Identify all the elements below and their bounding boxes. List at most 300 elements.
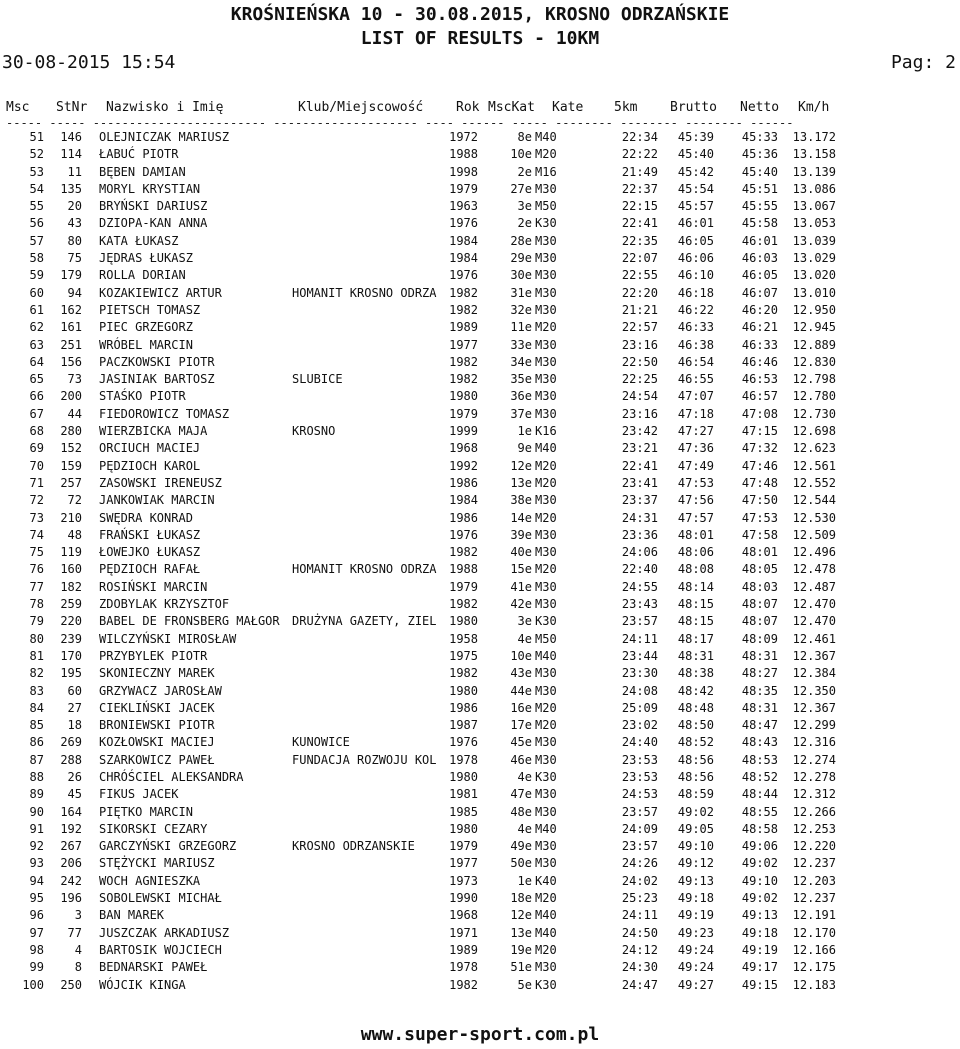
cell-kate: M50 [535,199,557,214]
cell-stnr: 27 [67,700,82,715]
cell-name: KOZAKIEWICZ ARTUR [99,285,222,300]
cell-msk: 41e [510,579,532,594]
table-row [0,631,960,648]
document-title: KROŚNIEŃSKA 10 - 30.08.2015, KROSNO ODRZAŃSKIE [230,4,730,25]
cell-name: JĘDRAS ŁUKASZ [99,251,193,266]
cell-kmh: 12.237 [792,856,836,871]
table-row [0,804,960,821]
cell-msc: 92 [29,839,44,854]
cell-kmh: 12.530 [792,510,836,525]
cell-msc: 97 [29,925,44,940]
cell-kate: M30 [535,579,557,594]
table-row [0,734,960,751]
cell-br: 49:24 [677,942,714,957]
table-row [0,648,960,665]
cell-msk: 45e [510,735,532,750]
cell-msc: 75 [29,545,44,560]
cell-msc: 84 [29,700,44,715]
cell-rok: 1989 [449,942,478,957]
cell-stnr: 8 [74,960,82,975]
cell-stnr: 80 [67,233,82,248]
cell-name: OLEJNICZAK MARIUSZ [99,130,230,144]
cell-rok: 1980 [449,389,478,404]
cell-kmh: 13.139 [792,164,836,179]
cell-nt: 46:33 [741,337,778,352]
cell-msc: 66 [29,389,44,404]
cell-msk: 15e [510,562,532,577]
cell-stnr: 161 [60,320,82,335]
cell-rok: 1980 [449,683,478,698]
cell-stnr: 269 [60,735,82,750]
table-row [0,337,960,354]
cell-msk: 27e [510,181,532,196]
cell-stnr: 251 [60,337,82,352]
cell-kate: M30 [535,839,557,854]
cell-br: 46:10 [677,268,714,283]
cell-rok: 1982 [449,977,478,992]
cell-msk: 13e [510,925,532,940]
cell-name: KATA ŁUKASZ [99,233,179,248]
col-header-5km: 5km [614,100,638,115]
table-row [0,129,960,146]
cell-k5: 23:16 [621,337,658,352]
cell-nt: 46:07 [741,285,778,300]
cell-msc: 81 [29,648,44,663]
document-subtitle: LIST OF RESULTS - 10KM [360,28,600,49]
cell-msk: 1e [517,873,532,888]
cell-nt: 48:52 [741,769,778,784]
table-row [0,665,960,682]
cell-stnr: 280 [60,424,82,439]
cell-rok: 1981 [449,787,478,802]
col-header-msc: Msc [6,100,30,115]
cell-rok: 1984 [449,251,478,266]
cell-rok: 1982 [449,545,478,560]
cell-rok: 1976 [449,527,478,542]
cell-msc: 98 [29,942,44,957]
cell-msk: 12e [510,908,532,923]
cell-kate: K40 [535,873,557,888]
cell-msc: 95 [29,891,44,906]
cell-msc: 65 [29,372,44,387]
table-row [0,215,960,232]
cell-stnr: 179 [60,268,82,283]
results-table [0,98,960,994]
col-header-kmh: Km/h [798,100,830,115]
cell-stnr: 3 [74,908,82,923]
cell-kmh: 12.191 [792,908,836,923]
cell-msc: 56 [29,216,44,231]
cell-msc: 94 [29,873,44,888]
print-datetime: 30-08-2015 15:54 [2,52,176,73]
cell-br: 46:22 [677,302,714,317]
cell-msk: 2e [517,216,532,231]
cell-kate: M20 [535,510,557,525]
cell-stnr: 259 [60,597,82,612]
cell-br: 46:33 [677,320,714,335]
cell-kate: K16 [535,424,557,439]
cell-kmh: 12.170 [792,925,836,940]
cell-msk: 13e [510,475,532,490]
cell-kmh: 12.798 [792,372,836,387]
cell-nt: 45:51 [741,181,778,196]
cell-stnr: 195 [60,666,82,681]
cell-msk: 11e [510,320,532,335]
cell-name: BEDNARSKI PAWEŁ [99,960,208,975]
cell-msk: 38e [510,493,532,508]
cell-k5: 23:16 [621,406,658,421]
cell-stnr: 75 [67,251,82,266]
cell-k5: 24:08 [621,683,658,698]
cell-stnr: 146 [60,130,82,144]
cell-kmh: 13.067 [792,199,836,214]
cell-msk: 40e [510,545,532,560]
cell-kmh: 12.183 [792,977,836,992]
cell-nt: 47:58 [741,527,778,542]
cell-kmh: 12.220 [792,839,836,854]
table-row [0,440,960,457]
cell-br: 48:08 [677,562,714,577]
cell-rok: 1972 [449,130,478,144]
cell-br: 45:42 [677,164,714,179]
cell-msk: 42e [510,597,532,612]
cell-nt: 48:43 [741,735,778,750]
cell-msc: 62 [29,320,44,335]
cell-msc: 78 [29,597,44,612]
cell-stnr: 250 [60,977,82,992]
cell-br: 45:57 [677,199,714,214]
table-row [0,354,960,371]
cell-k5: 23:53 [621,769,658,784]
table-row [0,146,960,163]
cell-msc: 80 [29,631,44,646]
table-row [0,267,960,284]
cell-kmh: 12.266 [792,804,836,819]
cell-name: FIEDOROWICZ TOMASZ [99,406,230,421]
cell-msc: 70 [29,458,44,473]
cell-msc: 68 [29,424,44,439]
cell-k5: 22:15 [621,199,658,214]
table-row [0,786,960,803]
cell-br: 48:14 [677,579,714,594]
cell-msc: 88 [29,769,44,784]
cell-msc: 61 [29,302,44,317]
cell-kate: M30 [535,337,557,352]
cell-br: 48:56 [677,769,714,784]
cell-kmh: 13.020 [792,268,836,283]
cell-stnr: 206 [60,856,82,871]
cell-nt: 48:03 [741,579,778,594]
cell-name: ŁOWEJKO ŁUKASZ [99,545,201,560]
cell-k5: 22:57 [621,320,658,335]
cell-stnr: 44 [67,406,82,421]
cell-msk: 8e [517,130,532,144]
cell-stnr: 114 [60,147,82,162]
cell-msk: 4e [517,821,532,836]
cell-rok: 1980 [449,821,478,836]
cell-stnr: 43 [67,216,82,231]
cell-nt: 49:02 [741,891,778,906]
cell-msk: 4e [517,631,532,646]
cell-kmh: 12.561 [792,458,836,473]
col-header-club: Klub/Miejscowość [298,100,424,115]
cell-kmh: 12.552 [792,475,836,490]
cell-kate: M30 [535,545,557,560]
table-row [0,596,960,613]
cell-rok: 1976 [449,216,478,231]
cell-club: SLUBICE [292,372,343,387]
cell-msk: 31e [510,285,532,300]
dash-line: ----- ----- ------------------------ -------------------- ---- ------ ----- -------- -------- -------- ------ [6,116,794,130]
col-header-name: Nazwisko i Imię [106,100,224,115]
cell-k5: 22:35 [621,233,658,248]
table-row [0,769,960,786]
cell-k5: 24:26 [621,856,658,871]
cell-k5: 21:21 [621,302,658,317]
cell-msc: 91 [29,821,44,836]
cell-k5: 23:43 [621,597,658,612]
cell-nt: 45:36 [741,147,778,162]
cell-kate: M20 [535,320,557,335]
cell-nt: 45:55 [741,199,778,214]
cell-msk: 51e [510,960,532,975]
cell-k5: 23:57 [621,839,658,854]
cell-k5: 22:22 [621,147,658,162]
cell-kate: M30 [535,302,557,317]
cell-nt: 47:48 [741,475,778,490]
header-separator [0,117,960,129]
cell-kate: M30 [535,268,557,283]
cell-br: 49:05 [677,821,714,836]
cell-rok: 1958 [449,631,478,646]
table-row [0,613,960,630]
cell-kate: K30 [535,769,557,784]
cell-msc: 79 [29,614,44,629]
cell-k5: 23:02 [621,718,658,733]
col-header-stnr: StNr [56,100,88,115]
cell-msk: 17e [510,718,532,733]
table-row [0,752,960,769]
cell-nt: 47:50 [741,493,778,508]
cell-rok: 1979 [449,181,478,196]
cell-name: WIERZBICKA MAJA [99,424,208,439]
cell-k5: 25:23 [621,891,658,906]
cell-msk: 9e [517,441,532,456]
cell-kmh: 12.299 [792,718,836,733]
cell-name: WÓJCIK KINGA [99,977,186,992]
cell-br: 49:18 [677,891,714,906]
cell-rok: 1999 [449,424,478,439]
cell-msc: 59 [29,268,44,283]
cell-stnr: 94 [67,285,82,300]
cell-msk: 3e [517,614,532,629]
cell-nt: 46:46 [741,354,778,369]
cell-rok: 1976 [449,735,478,750]
cell-rok: 1984 [449,493,478,508]
table-row [0,181,960,198]
cell-kmh: 12.830 [792,354,836,369]
cell-msk: 28e [510,233,532,248]
cell-kmh: 12.166 [792,942,836,957]
cell-rok: 1982 [449,372,478,387]
cell-rok: 1968 [449,441,478,456]
cell-nt: 48:09 [741,631,778,646]
cell-name: ROLLA DORIAN [99,268,186,283]
cell-br: 48:15 [677,614,714,629]
cell-nt: 46:21 [741,320,778,335]
cell-stnr: 73 [67,372,82,387]
cell-nt: 46:01 [741,233,778,248]
cell-k5: 23:37 [621,493,658,508]
cell-kate: M30 [535,752,557,767]
cell-name: BĘBEN DAMIAN [99,164,186,179]
cell-kate: M20 [535,562,557,577]
cell-msc: 93 [29,856,44,871]
cell-br: 49:10 [677,839,714,854]
cell-k5: 23:30 [621,666,658,681]
table-row [0,579,960,596]
cell-nt: 48:58 [741,821,778,836]
cell-nt: 47:32 [741,441,778,456]
cell-kate: M20 [535,475,557,490]
cell-msc: 55 [29,199,44,214]
cell-name: ZDOBYLAK KRZYSZTOF [99,597,230,612]
cell-stnr: 200 [60,389,82,404]
cell-nt: 46:57 [741,389,778,404]
cell-k5: 22:41 [621,458,658,473]
cell-kate: M40 [535,908,557,923]
cell-kate: M30 [535,354,557,369]
cell-kmh: 13.086 [792,181,836,196]
cell-nt: 48:07 [741,614,778,629]
cell-k5: 24:47 [621,977,658,992]
cell-kate: M30 [535,735,557,750]
cell-rok: 1982 [449,302,478,317]
table-row [0,907,960,924]
cell-msk: 29e [510,251,532,266]
cell-kate: M30 [535,389,557,404]
cell-k5: 24:11 [621,631,658,646]
cell-stnr: 170 [60,648,82,663]
cell-name: SIKORSKI CEZARY [99,821,208,836]
cell-stnr: 26 [67,769,82,784]
cell-kate: M30 [535,683,557,698]
cell-k5: 22:20 [621,285,658,300]
cell-rok: 1980 [449,614,478,629]
cell-k5: 24:31 [621,510,658,525]
cell-msk: 1e [517,424,532,439]
cell-nt: 47:15 [741,424,778,439]
cell-br: 48:52 [677,735,714,750]
cell-club: KROSNO [292,424,336,439]
cell-br: 46:05 [677,233,714,248]
cell-k5: 22:25 [621,372,658,387]
table-row [0,164,960,181]
cell-kmh: 12.253 [792,821,836,836]
cell-br: 46:01 [677,216,714,231]
cell-nt: 48:27 [741,666,778,681]
cell-msc: 64 [29,354,44,369]
cell-name: BRYŃSKI DARIUSZ [99,199,208,214]
cell-nt: 47:46 [741,458,778,473]
cell-k5: 22:40 [621,562,658,577]
cell-nt: 45:40 [741,164,778,179]
table-row [0,406,960,423]
cell-rok: 1977 [449,337,478,352]
cell-msk: 36e [510,389,532,404]
table-row [0,250,960,267]
cell-br: 47:07 [677,389,714,404]
cell-msk: 34e [510,354,532,369]
cell-kate: M20 [535,942,557,957]
cell-br: 46:55 [677,372,714,387]
cell-k5: 24:30 [621,960,658,975]
cell-msc: 71 [29,475,44,490]
cell-stnr: 135 [60,181,82,196]
cell-k5: 24:55 [621,579,658,594]
cell-msk: 18e [510,891,532,906]
cell-stnr: 152 [60,441,82,456]
cell-k5: 23:57 [621,804,658,819]
cell-k5: 22:55 [621,268,658,283]
cell-msc: 89 [29,787,44,802]
cell-name: SOBOLEWSKI MICHAŁ [99,891,222,906]
cell-name: WILCZYŃSKI MIROSŁAW [99,631,237,646]
cell-msk: 44e [510,683,532,698]
cell-nt: 46:20 [741,302,778,317]
cell-msc: 99 [29,960,44,975]
table-row [0,233,960,250]
cell-stnr: 257 [60,475,82,490]
cell-name: WOCH AGNIESZKA [99,873,201,888]
cell-nt: 48:31 [741,648,778,663]
cell-club: HOMANIT KROSNO ODRZA [292,285,437,300]
cell-stnr: 192 [60,821,82,836]
cell-msc: 76 [29,562,44,577]
cell-rok: 1998 [449,164,478,179]
cell-rok: 1979 [449,579,478,594]
cell-msk: 46e [510,752,532,767]
table-row [0,544,960,561]
cell-nt: 48:47 [741,718,778,733]
cell-name: PACZKOWSKI PIOTR [99,354,215,369]
cell-msc: 86 [29,735,44,750]
cell-msk: 4e [517,769,532,784]
cell-kmh: 12.730 [792,406,836,421]
cell-name: STAŚKO PIOTR [99,389,186,404]
cell-kmh: 12.950 [792,302,836,317]
table-row [0,700,960,717]
cell-nt: 47:53 [741,510,778,525]
cell-stnr: 288 [60,752,82,767]
cell-msc: 52 [29,147,44,162]
cell-name: ROSIŃSKI MARCIN [99,579,208,594]
cell-msc: 60 [29,285,44,300]
cell-kmh: 12.698 [792,424,836,439]
cell-kate: M20 [535,891,557,906]
cell-kmh: 12.544 [792,493,836,508]
cell-msk: 10e [510,648,532,663]
cell-club: DRUŻYNA GAZETY, ZIEL [292,614,437,629]
cell-rok: 1992 [449,458,478,473]
cell-rok: 1988 [449,562,478,577]
cell-kate: M20 [535,718,557,733]
cell-name: SWĘDRA KONRAD [99,510,193,525]
cell-msc: 83 [29,683,44,698]
table-row [0,873,960,890]
cell-br: 47:49 [677,458,714,473]
cell-msc: 51 [29,130,44,144]
